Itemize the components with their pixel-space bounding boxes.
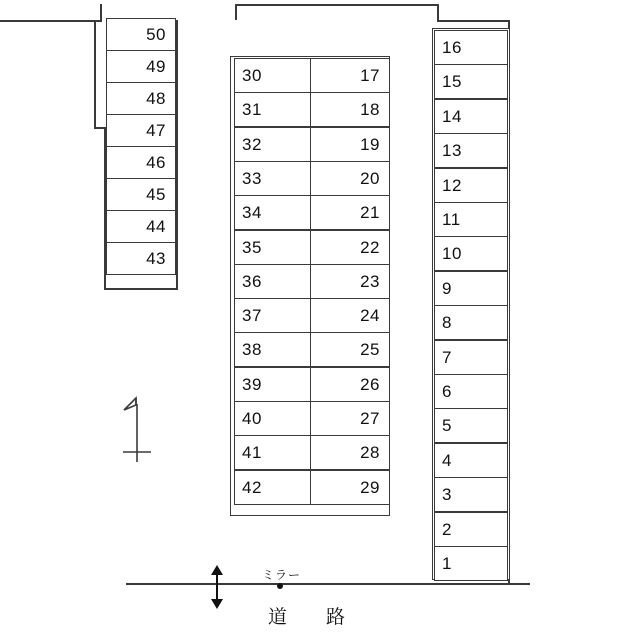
boundary-top-right-notch — [437, 4, 439, 20]
parking-stall-number: 17 — [360, 65, 380, 85]
parking-stall-number: 25 — [360, 339, 380, 359]
parking-stall[interactable] — [310, 435, 390, 470]
parking-stall-number: 42 — [242, 477, 262, 497]
parking-stall[interactable] — [310, 264, 390, 299]
parking-stall[interactable] — [310, 332, 390, 367]
parking-stall[interactable] — [234, 367, 312, 402]
parking-stall[interactable] — [434, 30, 508, 65]
parking-stall[interactable] — [310, 195, 390, 230]
parking-stall[interactable] — [434, 477, 508, 512]
parking-stall-number: 10 — [442, 243, 462, 263]
parking-stall-number: 14 — [442, 106, 462, 126]
parking-stall[interactable] — [234, 195, 312, 230]
parking-stall-number: 8 — [442, 312, 452, 332]
parking-stall[interactable] — [234, 298, 312, 333]
parking-stall-number: 28 — [360, 442, 380, 462]
parking-stall[interactable] — [234, 161, 312, 196]
parking-stall-number: 37 — [242, 305, 262, 325]
parking-stall-number: 44 — [146, 216, 166, 236]
parking-stall-number: 11 — [442, 209, 461, 229]
parking-stall[interactable] — [310, 298, 390, 333]
parking-stall-number: 22 — [360, 237, 380, 257]
parking-stall[interactable] — [234, 58, 312, 93]
parking-stall[interactable] — [106, 146, 176, 179]
boundary-left-upper — [100, 4, 102, 22]
parking-stall[interactable] — [106, 50, 176, 83]
parking-stall-number: 24 — [360, 305, 380, 325]
left-wall-bottom — [104, 288, 178, 290]
parking-stall[interactable] — [310, 401, 390, 436]
parking-stall[interactable] — [434, 305, 508, 340]
parking-stall[interactable] — [434, 168, 508, 203]
parking-stall[interactable] — [106, 114, 176, 147]
parking-stall-number: 20 — [360, 168, 380, 188]
parking-stall-number: 18 — [360, 99, 380, 119]
parking-stall-number: 13 — [442, 140, 462, 160]
parking-stall[interactable] — [434, 546, 508, 581]
parking-stall-number: 19 — [360, 134, 380, 154]
parking-stall[interactable] — [310, 127, 390, 162]
parking-stall-number: 23 — [360, 271, 380, 291]
parking-stall[interactable] — [434, 64, 508, 99]
parking-stall[interactable] — [234, 127, 312, 162]
entrance-arrow-icon — [206, 565, 228, 609]
parking-stall[interactable] — [106, 242, 176, 275]
parking-stall-number: 47 — [146, 120, 166, 140]
parking-stall-number: 15 — [442, 71, 462, 91]
parking-stall-number: 40 — [242, 408, 262, 428]
parking-stall[interactable] — [234, 230, 312, 265]
parking-stall[interactable] — [310, 367, 390, 402]
parking-stall[interactable] — [434, 271, 508, 306]
parking-stall-number: 3 — [442, 484, 452, 504]
parking-stall-number: 46 — [146, 152, 166, 172]
parking-stall-number: 21 — [360, 202, 380, 222]
left-block-right-edge — [176, 20, 178, 290]
parking-stall-number: 35 — [242, 237, 262, 257]
parking-stall-number: 41 — [242, 442, 262, 462]
parking-stall[interactable] — [234, 264, 312, 299]
boundary-top-right — [437, 20, 510, 22]
parking-stall[interactable] — [310, 58, 390, 93]
parking-stall[interactable] — [434, 408, 508, 443]
parking-stall[interactable] — [234, 435, 312, 470]
parking-stall-number: 2 — [442, 519, 452, 539]
parking-stall[interactable] — [234, 401, 312, 436]
mirror-marker-dot — [277, 583, 283, 589]
road-boundary-line — [126, 583, 530, 585]
parking-stall-number: 30 — [242, 65, 262, 85]
parking-stall-number: 36 — [242, 271, 262, 291]
parking-stall-number: 33 — [242, 168, 262, 188]
boundary-top-center — [235, 4, 437, 6]
parking-stall-number: 31 — [242, 99, 262, 119]
parking-stall-number: 5 — [442, 415, 452, 435]
parking-stall[interactable] — [434, 443, 508, 478]
parking-stall[interactable] — [434, 512, 508, 547]
parking-stall[interactable] — [434, 99, 508, 134]
parking-stall-number: 48 — [146, 88, 166, 108]
parking-stall[interactable] — [106, 82, 176, 115]
parking-stall[interactable] — [434, 202, 508, 237]
parking-stall-number: 34 — [242, 202, 262, 222]
parking-stall[interactable] — [310, 230, 390, 265]
parking-stall-number: 4 — [442, 450, 452, 470]
road-label: 道 路 — [268, 607, 356, 628]
parking-stall[interactable] — [234, 470, 312, 505]
parking-stall-number: 6 — [442, 381, 452, 401]
parking-stall-number: 45 — [146, 184, 166, 204]
parking-stall-number: 1 — [442, 553, 452, 573]
parking-stall-number: 29 — [360, 477, 380, 497]
boundary-center-left-vert — [235, 4, 237, 20]
mirror-label: ミラー — [262, 568, 302, 582]
parking-stall-number: 38 — [242, 339, 262, 359]
parking-stall-number: 50 — [146, 24, 166, 44]
parking-stall[interactable] — [434, 374, 508, 409]
parking-stall[interactable] — [106, 178, 176, 211]
parking-stall-number: 49 — [146, 56, 166, 76]
parking-stall-number: 9 — [442, 278, 452, 298]
parking-stall[interactable] — [434, 133, 508, 168]
boundary-top-left — [0, 20, 100, 22]
parking-stall[interactable] — [310, 92, 390, 127]
parking-stall[interactable] — [234, 92, 312, 127]
parking-stall-number: 32 — [242, 134, 262, 154]
parking-stall[interactable] — [434, 340, 508, 375]
parking-stall-number: 43 — [146, 248, 166, 268]
parking-stall[interactable] — [234, 332, 312, 367]
parking-stall-number: 12 — [442, 175, 462, 195]
parking-stall-number: 7 — [442, 347, 452, 367]
parking-stall[interactable] — [434, 236, 508, 271]
parking-stall-number: 26 — [360, 374, 380, 394]
parking-stall[interactable] — [106, 210, 176, 243]
parking-stall[interactable] — [310, 161, 390, 196]
parking-stall-number: 16 — [442, 37, 462, 57]
parking-stall-number: 27 — [360, 408, 380, 428]
left-wall-vertical — [94, 22, 96, 128]
north-arrow-icon — [118, 396, 158, 466]
parking-stall[interactable] — [106, 18, 176, 51]
parking-stall-number: 39 — [242, 374, 262, 394]
parking-stall[interactable] — [310, 470, 390, 505]
